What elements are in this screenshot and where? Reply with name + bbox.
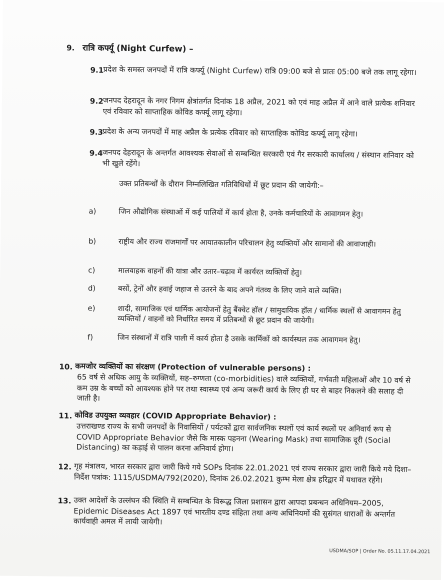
section-11-heading: कोविड उपयुक्त व्यवहार (COVID Appropriate Behavior) : [74, 410, 277, 422]
subitem-e-text: शादी, सामाजिक एवं धार्मिक आयोजनों हेतु बैंक्वेट हॉल / सामुदायिक हॉल / धार्मिक स्थलों से आवागमन हेतु व्यक्तियों / वाहनों को निर्धारित समय में प्रतिबन्धों से छूट प्रदान की जायेगी। [117, 303, 401, 326]
item-9-1-number: 9.1 [90, 65, 104, 75]
section-11-number: 11. [58, 411, 73, 421]
section-10-number: 10. [59, 362, 73, 372]
subitem-b-text: राष्ट्रीय और राज्य राजमार्गों पर आयातकालीन परिचालन हेतु व्यक्तियों और सामानों की आवाजाही। [118, 236, 376, 249]
section-10-text: 65 वर्ष से अधिक आयु के व्यक्तियों, सह–रुग्णता (co-morbidities) वाले व्यक्तियों, गर्भवती महिलाओं और 10 वर्ष से कम उम्र के बच्चों को आवश्यक होने पर तथा स्वास्थ्य एवं अन्य जरूरी कार्य के लिए ही घर से बाहर निकलने की सलाह दी जाती है। [76, 372, 411, 403]
section-9-heading: रात्रि कर्फ्यू (Night Curfew) – [82, 42, 194, 54]
footer-reference: USDMA/SOP | Order No. 05.11.17.04.2021 [329, 549, 431, 556]
item-9-4-number: 9.4 [89, 148, 103, 158]
subitem-d-text: बसों, ट्रेनों और हवाई जहाज से उतरने के बाद अपने गंतव्य के लिए जाने वाले व्यक्ति। [117, 283, 342, 296]
item-9-2-text: जनपद देहरादून के नगर निगम क्षेत्रांतर्गत दिनांक 18 अप्रैल, 2021 को एवं माह अप्रैल में आने वाले प्रत्येक शनिवार एवं रविवार को साप्ताहिक कोविड कर्फ्यू लागू रहेगा। [102, 95, 415, 117]
section-13-text: उक्त आदेशों के उल्लंघन की स्थिति में सम्बन्धित के विरूद्ध जिला प्रशासन द्वारा आपदा प्रबन्धन अधिनियम–2005, Epidemic Diseases Act 1897 एवं भारतीय दण्ड संहिता तथा अन्य अधिनियमों की सुसंगत धाराओं के अन्तर्गत कार्यवाही अमल में लायी जायेगी। [73, 495, 396, 527]
item-9-3-number: 9.3 [89, 127, 104, 137]
subitem-e-label: e) [87, 303, 96, 313]
section-10-heading: कमजोर व्यक्तियों का संरक्षण (Protection of vulnerable persons) : [75, 361, 311, 373]
section-11-text: उत्तराखण्ड राज्य के सभी जनपदों के निवासियों / पर्यटकों द्वारा सार्वजनिक स्थलों एवं कार्य स्थलों पर अनिवार्य रूप से COVID Appropriate Behavior जैसे कि मास्क पहनना (Wearing Mask) तथा सामाजिक दूरी (Social Distancing) का कड़ाई से पालन करना अनिवार्य होगा। [76, 421, 392, 454]
item-9-2-number: 9.2 [89, 96, 104, 106]
subitem-a-label: a) [88, 206, 97, 216]
item-9-4-text: जनपद देहरादून के अन्तर्गत आवश्यक सेवाओं से सम्बन्धित सरकारी एवं गैर सरकारी कार्यालय / संस्थान शनिवार को भी खुले रहेंगे। [102, 147, 414, 168]
subitem-c-label: c) [88, 265, 96, 275]
subitem-c-text: मालवाहक वाहनों की यात्रा और उतार–चढ़ाव में कार्यरत व्यक्तियों हेतु। [118, 265, 303, 277]
subitem-a-text: जिन औद्योगिक संस्थाओं में कई पालियों में कार्य होता है, उनके कर्मचारियों के आवागमन हेतु। [118, 206, 364, 219]
section-12-text: गृह मंत्रालय, भारत सरकार द्वारा जारी किये गये SOPs दिनांक 22.01.2021 एवं राज्य सरकार द्वारा जारी किये गये दिशा–निर्देश पत्रांक: 1115/USDMA/792(2020), दिनांक 26.02.2021 कुम्भ मेला क्षेत्र हरिद्वार में यथावत रहेंगे। [73, 461, 412, 485]
section-13-number: 13. [57, 496, 72, 506]
section-9-number: 9. [66, 43, 75, 53]
subitem-f-label: f) [87, 332, 94, 342]
section-12-number: 12. [58, 462, 72, 472]
relaxation-intro: उक्त प्रतिबन्धों के दौरान निम्नलिखित गतिविधियों में छूट प्रदान की जायेगी:– [119, 178, 324, 191]
subitem-f-text: जिन संस्थानों में रात्रि पाली में कार्य होता है उसके कार्मिकों को कार्यस्थल तक आवागमन हेतु। [117, 332, 361, 345]
item-9-3-text: प्रदेश के अन्य जनपदों में माह अप्रैल के प्रत्येक रविवार को साप्ताहिक कोविड कर्फ्यू लागू रहेगा। [102, 126, 358, 139]
subitem-d-label: d) [87, 283, 96, 293]
subitem-b-label: b) [88, 236, 97, 246]
item-9-1-text: प्रदेश के समस्त जनपदों में रात्रि कर्फ्यू (Night Curfew) रात्रि 09:00 बजे से प्रातः 05:00 बजे तक लागू रहेगा। [103, 64, 417, 78]
